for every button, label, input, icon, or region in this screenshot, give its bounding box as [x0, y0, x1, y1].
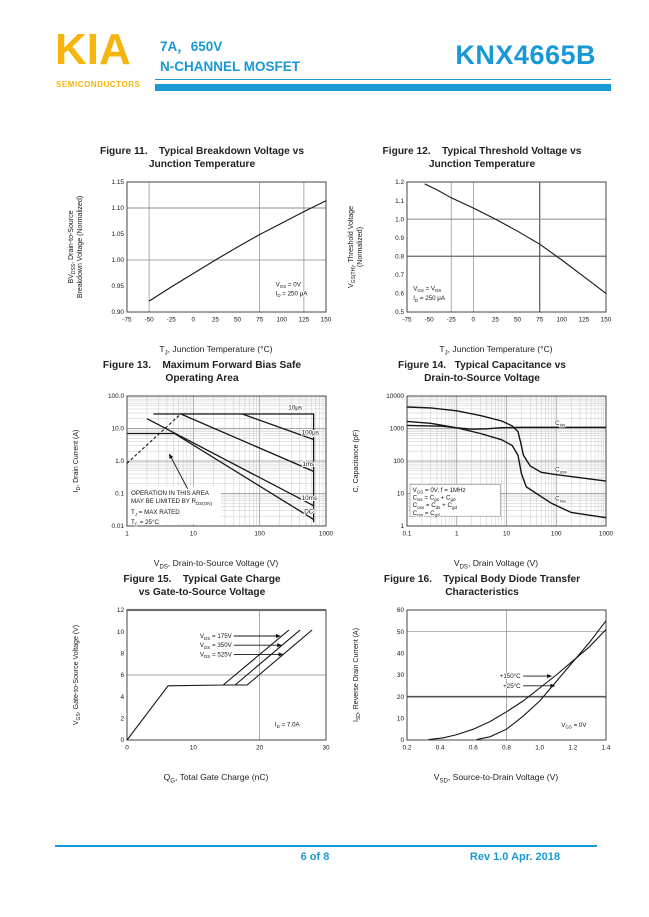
footer-rule — [55, 845, 597, 847]
svg-text:0.8: 0.8 — [395, 252, 404, 260]
svg-text:OPERATION IN THIS AREA: OPERATION IN THIS AREA — [131, 489, 209, 497]
header-rule-thick — [155, 84, 611, 91]
svg-text:10ms: 10ms — [301, 494, 318, 502]
figure-15 — [62, 574, 342, 788]
figure-15-xlabel: $Q_G$, Total Gate Charge (nC) — [163, 771, 269, 785]
svg-text:1.1: 1.1 — [395, 197, 404, 205]
svg-text:0: 0 — [471, 316, 476, 323]
svg-text:20: 20 — [256, 744, 264, 751]
svg-text:VGS, Gate-to-Source Voltage (V: $V_{GS}$, Gate-to-Source Voltage (V) — [73, 624, 82, 725]
svg-text:Crss = Cgd: $C_{rss} = C_{gd}$ — [412, 509, 440, 518]
svg-text:0.6: 0.6 — [395, 290, 404, 298]
svg-text:Ciss: $C_{iss}$ — [555, 419, 566, 428]
svg-text:50: 50 — [514, 316, 522, 323]
svg-text:(Normalized): (Normalized) — [357, 226, 364, 267]
svg-text:+150°C: +150°C — [499, 672, 521, 680]
figure-13-xlabel: $V_{DS}$, Drain-to-Source Voltage (V) — [153, 557, 279, 571]
svg-text:ID = 250 μA: $I_D = 250$ μA — [413, 294, 445, 303]
part-number: KNX4665B — [455, 40, 596, 70]
svg-text:1.2: 1.2 — [395, 178, 404, 186]
svg-text:150: 150 — [600, 316, 612, 323]
svg-text:1.15: 1.15 — [111, 178, 124, 186]
svg-text:0.1: 0.1 — [402, 530, 412, 537]
svg-text:100μs: 100μs — [301, 428, 319, 436]
svg-text:Ciss = Cgs + Cgd: $C_{iss} = C_{gs} + C_{gd}$ — [412, 493, 456, 502]
svg-text:25: 25 — [491, 316, 499, 323]
figure-11-xlabel: $T_J$, Junction Temperature (°C) — [159, 343, 273, 357]
svg-text:10: 10 — [189, 744, 197, 751]
svg-text:Coss: $C_{oss}$ — [555, 466, 567, 474]
svg-text:ID = 250 μA: $I_D = 250$ μA — [275, 289, 308, 298]
svg-text:75: 75 — [256, 316, 264, 323]
svg-text:VDS = 350V: $V_{DS} = 350V$ — [199, 641, 232, 650]
svg-text:C, Capacitance (pF): C, Capacitance (pF) — [353, 429, 360, 492]
svg-text:1.2: 1.2 — [568, 744, 578, 751]
svg-text:Crss: $C_{rss}$ — [555, 495, 566, 503]
svg-text:12: 12 — [116, 606, 124, 614]
svg-text:8: 8 — [120, 650, 124, 658]
svg-text:VDS = 175V: $V_{DS} = 175V$ — [199, 632, 232, 641]
svg-text:-50: -50 — [144, 316, 154, 323]
svg-text:10: 10 — [396, 490, 404, 498]
svg-text:MAY BE LIMITED BY RDS(ON): MAY BE LIMITED BY $R_{DS(ON)}$ — [131, 497, 213, 506]
svg-text:-75: -75 — [122, 316, 132, 323]
header-rule-thin — [155, 79, 611, 80]
figure-13-title: Figure 13. Maximum Forward Bias Safe Operating Area — [102, 360, 302, 384]
device-type: N-CHANNEL MOSFET — [160, 58, 300, 74]
svg-text:60: 60 — [396, 606, 404, 614]
svg-text:1000: 1000 — [318, 530, 334, 537]
figure-11-chart — [64, 175, 340, 339]
figure-11-title: Figure 11. Typical Breakdown Voltage vs Junction Temperature — [99, 146, 304, 170]
svg-text:10000: 10000 — [386, 392, 404, 400]
svg-text:100.0: 100.0 — [108, 392, 124, 400]
svg-text:30: 30 — [396, 671, 404, 679]
svg-text:0: 0 — [120, 736, 124, 744]
svg-text:50: 50 — [396, 628, 404, 636]
svg-text:VGS(TH), Threshold Voltage: $V_{GS(TH)}$, Threshold Voltage — [348, 205, 357, 288]
svg-text:1000: 1000 — [598, 530, 614, 537]
svg-text:4: 4 — [120, 693, 124, 701]
svg-text:100: 100 — [276, 316, 288, 323]
figure-13 — [62, 360, 342, 574]
figure-13-chart — [64, 389, 340, 553]
svg-text:ID, Drain Current (A): $I_D$, Drain Current (A) — [73, 429, 82, 492]
svg-text:VDS = 525V: $V_{DS} = 525V$ — [199, 650, 232, 659]
figure-16 — [342, 574, 622, 788]
svg-text:0.4: 0.4 — [435, 744, 445, 751]
svg-text:0: 0 — [125, 744, 129, 751]
svg-text:1: 1 — [125, 530, 129, 537]
figure-16-xlabel: $V_{SD}$, Source-to-Drain Voltage (V) — [433, 771, 559, 785]
svg-text:1.4: 1.4 — [601, 744, 611, 751]
figure-15-title: Figure 15. Typical Gate Charge vs Gate-to-Source Voltage — [123, 574, 281, 598]
svg-text:VGS = 0V: $V_{GS} = 0V$ — [275, 280, 301, 289]
svg-text:1.0: 1.0 — [115, 457, 124, 465]
svg-text:0.01: 0.01 — [111, 522, 124, 530]
svg-text:TC = 25°C: $T_C = 25^\circ C$ — [131, 518, 159, 527]
svg-text:1: 1 — [454, 530, 459, 537]
svg-text:20: 20 — [396, 693, 404, 701]
svg-text:10: 10 — [116, 628, 124, 636]
svg-text:0.1: 0.1 — [115, 490, 124, 498]
figure-12-title: Figure 12. Typical Threshold Voltage vs Junction Temperature — [382, 146, 582, 170]
figure-14-chart — [344, 389, 620, 553]
svg-text:50: 50 — [234, 316, 242, 323]
svg-text:0.7: 0.7 — [395, 271, 404, 279]
svg-text:VGS = 0V: $V_{GS} = 0V$ — [561, 721, 587, 730]
figure-16-chart — [344, 603, 620, 767]
svg-text:-75: -75 — [402, 316, 412, 323]
svg-text:0.90: 0.90 — [111, 308, 124, 316]
svg-text:100: 100 — [556, 316, 568, 323]
svg-text:25: 25 — [211, 316, 219, 323]
svg-text:Coss = Cds + Cgd: $C_{oss} = C_{ds} + C_{gd}$ — [412, 501, 457, 510]
svg-text:125: 125 — [578, 316, 590, 323]
svg-text:100: 100 — [254, 530, 266, 537]
svg-text:0.9: 0.9 — [395, 234, 404, 242]
svg-text:+25°C: +25°C — [503, 682, 521, 690]
svg-text:VGS = VDS: $V_{GS} = V_{DS}$ — [413, 284, 442, 293]
svg-text:100: 100 — [550, 530, 562, 537]
figure-12 — [342, 146, 622, 360]
svg-text:-25: -25 — [166, 316, 176, 323]
svg-text:BVDSS, Drain-to-Source: $BV_{DSS}$, Drain-to-Source — [68, 210, 77, 283]
svg-text:10μs: 10μs — [288, 404, 303, 412]
svg-text:ID = 7.0A: $I_D = 7.0A$ — [274, 720, 300, 729]
figure-14-title: Figure 14. Typical Capacitance vs Drain-to-Source Voltage — [398, 360, 566, 384]
figures-grid — [62, 146, 622, 788]
svg-text:1000: 1000 — [389, 425, 404, 433]
figure-16-title: Figure 16. Typical Body Diode Transfer Characteristics — [383, 574, 581, 598]
svg-text:0: 0 — [400, 736, 404, 744]
svg-text:150: 150 — [320, 316, 332, 323]
revision-text: Rev 1.0 Apr. 2018 — [469, 851, 560, 863]
figure-11 — [62, 146, 342, 360]
figure-14 — [342, 360, 622, 574]
svg-text:30: 30 — [322, 744, 330, 751]
svg-text:-50: -50 — [424, 316, 434, 323]
svg-text:40: 40 — [396, 650, 404, 658]
svg-text:0.6: 0.6 — [468, 744, 478, 751]
device-subtitle — [160, 37, 300, 76]
svg-text:75: 75 — [536, 316, 544, 323]
svg-text:1.0: 1.0 — [535, 744, 545, 751]
svg-text:0: 0 — [191, 316, 196, 323]
figure-12-chart — [344, 175, 620, 339]
figure-15-chart — [64, 603, 340, 767]
svg-text:0.2: 0.2 — [402, 744, 412, 751]
svg-text:1.00: 1.00 — [111, 256, 124, 264]
svg-text:0.8: 0.8 — [502, 744, 511, 751]
svg-text:1: 1 — [400, 522, 404, 530]
svg-text:DC: DC — [304, 507, 314, 515]
svg-text:0.5: 0.5 — [395, 308, 404, 316]
figure-14-xlabel: $V_{DS}$, Drain Voltage (V) — [453, 557, 539, 571]
svg-text:1.0: 1.0 — [395, 215, 404, 223]
svg-text:TJ = MAX RATED: $T_J$ = MAX RATED — [131, 508, 180, 517]
svg-text:1.05: 1.05 — [111, 230, 124, 238]
svg-text:-25: -25 — [446, 316, 456, 323]
svg-text:ISD, Reverse Drain Current (A): $I_{SD}$, Reverse Drain Current (A) — [353, 627, 362, 722]
svg-text:10: 10 — [502, 530, 511, 537]
figure-12-xlabel: $T_J$, Junction Temperature (°C) — [439, 343, 553, 357]
kia-logo-subtext: SEMICONDUCTORS — [56, 80, 141, 89]
kia-logo: KIA — [55, 25, 131, 74]
page-number: 6 of 8 — [300, 851, 330, 863]
svg-text:10.0: 10.0 — [111, 425, 124, 433]
svg-text:0.95: 0.95 — [111, 282, 124, 290]
svg-text:6: 6 — [120, 671, 124, 679]
svg-text:1ms: 1ms — [302, 460, 315, 468]
svg-text:10: 10 — [396, 715, 404, 723]
svg-text:10: 10 — [189, 530, 197, 537]
svg-text:VGS = 0V, f = 1MHz: $V_{GS} = 0V$, f = 1MHz — [412, 486, 466, 495]
svg-text:125: 125 — [298, 316, 310, 323]
svg-text:2: 2 — [120, 715, 124, 723]
svg-text:1.10: 1.10 — [111, 204, 124, 212]
svg-text:100: 100 — [393, 457, 404, 465]
svg-text:Breakdown Voltage (Normalized): Breakdown Voltage (Normalized) — [77, 195, 84, 298]
device-rating: 7A，650V — [160, 39, 223, 54]
